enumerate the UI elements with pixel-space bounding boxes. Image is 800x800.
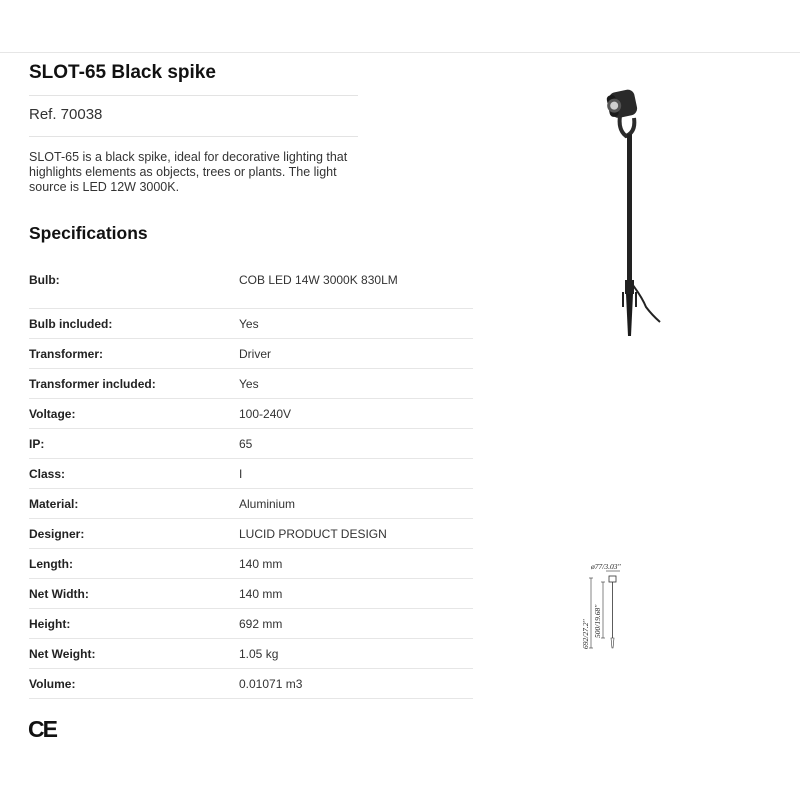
ground-spike (626, 294, 633, 336)
specifications-table (29, 262, 473, 699)
spec-label: Volume: (29, 677, 76, 691)
spec-value: 100-240V (239, 407, 292, 421)
dimension-drawing (578, 556, 648, 656)
spec-row (29, 339, 473, 369)
spec-value: I (239, 467, 243, 481)
product-description: SLOT-65 is a black spike, ideal for decorative lighting that highlights elements as objects, trees or plants. The light source is LED 12W 3000K. (29, 150, 348, 194)
spec-label: Height: (29, 617, 71, 631)
spec-label: Voltage: (29, 407, 76, 421)
spec-label: Material: (29, 497, 79, 511)
spec-label: Bulb included: (29, 317, 113, 331)
spec-value: 140 mm (239, 587, 283, 601)
spec-row (29, 609, 473, 639)
spec-value: Driver (239, 347, 271, 361)
spec-label: Net Weight: (29, 647, 96, 661)
spec-row (29, 459, 473, 489)
divider (29, 136, 358, 137)
top-divider (0, 52, 800, 53)
spec-value: 1.05 kg (239, 647, 279, 661)
spec-row (29, 639, 473, 669)
spec-label: Length: (29, 557, 73, 571)
spec-row (29, 399, 473, 429)
spike-lamp-image (590, 82, 670, 342)
spec-label: Transformer: (29, 347, 104, 361)
spec-value: Yes (239, 317, 259, 331)
specifications-heading: Specifications (29, 223, 148, 243)
spec-label: Bulb: (29, 273, 60, 287)
spec-row (29, 519, 473, 549)
spec-value: 140 mm (239, 557, 283, 571)
spec-value: 0.01071 m3 (239, 677, 303, 691)
product-reference: Ref. 70038 (29, 106, 103, 123)
spec-row (29, 369, 473, 399)
total-height-label: 692/27.2" (581, 619, 590, 649)
spec-label: Transformer included: (29, 377, 156, 391)
spec-row (29, 579, 473, 609)
diameter-label: ø77/3.03" (591, 562, 621, 571)
spec-value: 65 (239, 437, 253, 451)
spec-label: Net Width: (29, 587, 89, 601)
stem-height-label: 500/19.68" (593, 604, 602, 638)
divider (29, 95, 358, 96)
spec-value: COB LED 14W 3000K 830LM (239, 273, 398, 287)
spec-row (29, 262, 473, 309)
spec-row (29, 549, 473, 579)
spec-label: Designer: (29, 527, 85, 541)
spec-value: Yes (239, 377, 259, 391)
spec-value: LUCID PRODUCT DESIGN (239, 527, 387, 541)
spec-row (29, 669, 473, 699)
product-title: SLOT-65 Black spike (29, 62, 216, 83)
spec-label: Class: (29, 467, 66, 481)
spec-row (29, 489, 473, 519)
spec-row (29, 309, 473, 339)
spec-row (29, 429, 473, 459)
stem (627, 134, 632, 284)
ce-mark: CE (28, 716, 56, 742)
spec-value: Aluminium (239, 497, 296, 511)
spec-value: 692 mm (239, 617, 283, 631)
spec-label: IP: (29, 437, 45, 451)
